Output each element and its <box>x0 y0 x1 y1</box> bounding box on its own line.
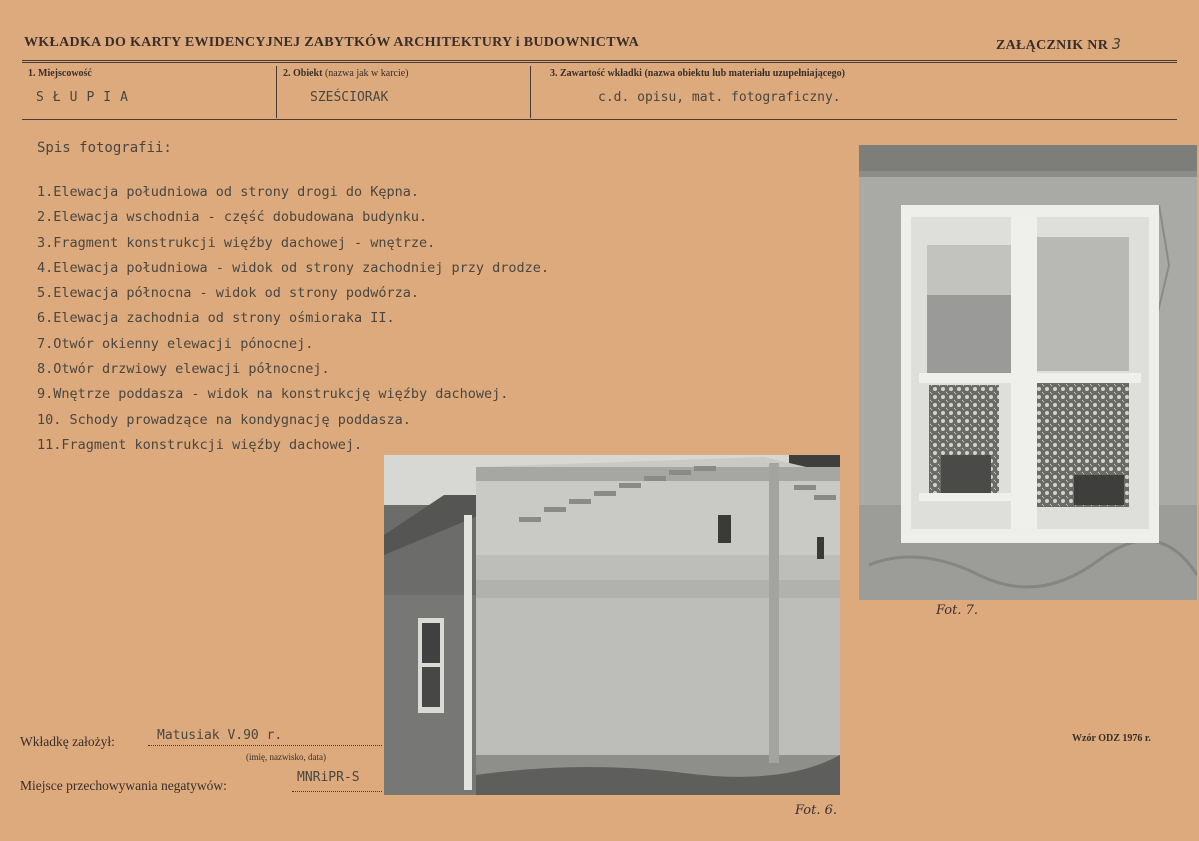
list-item: 7.Otwór okienny elewacji pónocnej. <box>37 335 314 352</box>
attachment-number: 3 <box>1111 35 1122 53</box>
field-divider-1 <box>276 66 277 118</box>
author-label: Wkładkę założył: <box>20 734 115 749</box>
photo-list <box>37 180 549 458</box>
field-divider-2 <box>530 66 531 118</box>
list-item: 3.Fragment konstrukcji więźby dachowej - wnętrze. <box>37 234 436 251</box>
object-label <box>283 68 409 79</box>
author-underline <box>148 745 382 746</box>
list-item: 5.Elewacja północna - widok od strony podwórza. <box>37 285 420 302</box>
object-label-note: (nazwa jak w karcie) <box>324 68 409 79</box>
photo-list-title: Spis fotografii: <box>37 140 172 156</box>
attachment-label-text: ZAŁĄCZNIK NR <box>996 38 1109 53</box>
card-title: WKŁADKA DO KARTY EWIDENCYJNEJ ZABYTKÓW ARCHITEKTURY i BUDOWNICTWA <box>24 35 640 50</box>
locality-label: 1. Miejscowość <box>28 68 92 79</box>
list-item: 2.Elewacja wschodnia - część dobudowana budynku. <box>37 209 428 226</box>
list-item: 6.Elewacja zachodnia od strony ośmioraka II. <box>37 310 395 327</box>
object-value: SZEŚCIORAK <box>310 90 389 105</box>
list-item: 10. Schody prowadzące na kondygnację poddasza. <box>37 411 411 428</box>
list-item: 4.Elewacja południowa - widok od strony zachodniej przy drodze. <box>37 259 550 276</box>
author-value: Matusiak V.90 r. <box>157 728 283 743</box>
window-photo <box>859 145 1197 600</box>
contents-label-text: 3. Zawartość wkładki <box>550 68 642 79</box>
storage-label: Miejsce przechowywania negatywów: <box>20 778 227 793</box>
object-label-text: 2. Obiekt <box>283 68 323 79</box>
form-model: Wzór ODZ 1976 r. <box>1072 733 1151 744</box>
storage-underline <box>292 791 382 792</box>
contents-value: c.d. opisu, mat. fotograficzny. <box>598 90 841 105</box>
locality-value: SŁUPIA <box>36 90 137 105</box>
header-rule <box>22 60 1177 63</box>
author-hint: (imię, nazwisko, data) <box>246 752 326 762</box>
building-photo-image <box>384 455 840 795</box>
window-photo-image <box>859 145 1197 600</box>
attachment-label <box>996 35 1121 54</box>
building-photo-caption: Fot. 6. <box>795 803 838 818</box>
list-item: 9.Wnętrze poddasza - widok na konstrukcję więźby dachowej. <box>37 386 509 403</box>
list-item: 1.Elewacja południowa od strony drogi do Kępna. <box>37 184 420 200</box>
storage-value: MNRiPR-S <box>297 770 360 785</box>
list-item: 8.Otwór drzwiowy elewacji północnej. <box>37 361 330 378</box>
contents-label-note: (nazwa obiektu lub materiału uzupełniającego) <box>644 68 846 79</box>
contents-label <box>550 68 845 79</box>
fields-rule <box>22 119 1177 120</box>
list-item: 11.Fragment konstrukcji więźby dachowej. <box>37 436 363 453</box>
window-photo-caption: Fot. 7. <box>936 603 979 618</box>
building-photo <box>384 455 840 795</box>
